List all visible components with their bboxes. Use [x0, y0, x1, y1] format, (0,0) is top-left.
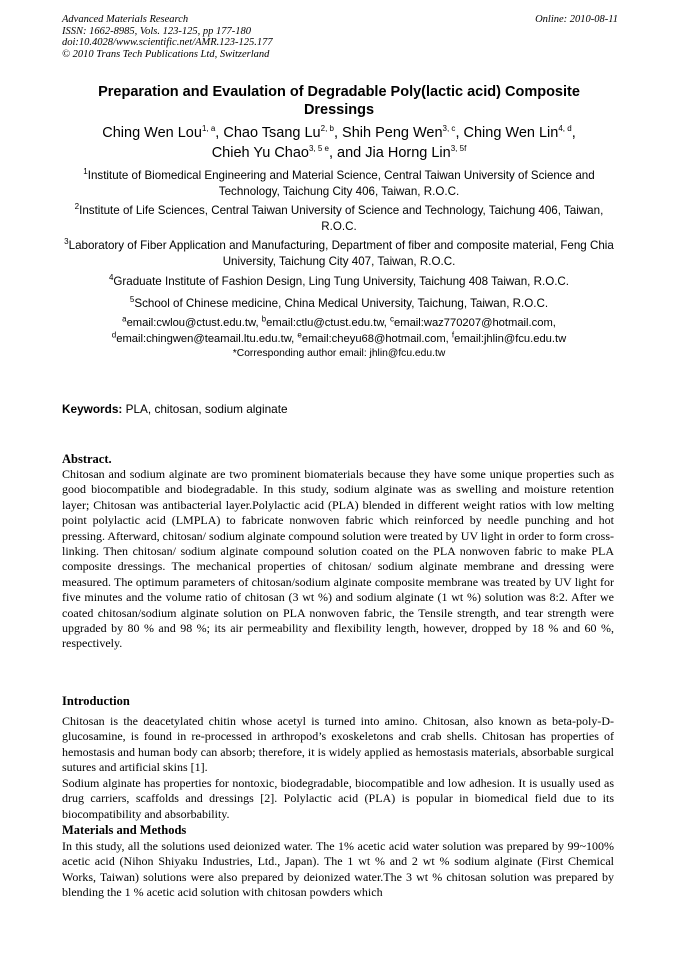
author-affiliation-mark: 3, 5f — [450, 144, 467, 154]
journal-name: Advanced Materials Research — [62, 14, 189, 25]
introduction-paragraph: Chitosan is the deacetylated chitin whose acetyl is turned into amino. Chitosan, also known as beta-poly-D-glucosamine, is found in re-processed in arthropod’s exoskeletons and crab shells. Chitosan has properties of hemostasis and human body can absorb; therefore, it is widely applied as hemostasis materials, absorbable surgical sutures and artificial skins [1]. — [62, 714, 614, 775]
introduction-paragraph: Sodium alginate has properties for nontoxic, biodegradable, biocompatible and low adhesion. It is usually used as drug carriers, scaffolds and dressings [2]. Polylactic acid (PLA) is popular in biomedical field due to its biocompatibility and absorbability. — [62, 776, 614, 821]
author-name: Ching Wen Lin — [463, 125, 559, 141]
keywords-text: PLA, chitosan, sodium alginate — [122, 402, 288, 416]
author-affiliation-mark: 3, c — [442, 124, 456, 134]
author-name: Ching Wen Lou — [102, 125, 202, 141]
author-name: Shih Peng Wen — [342, 125, 443, 141]
affiliation: $^4$Graduate Institute of Fashion Design, Ling Tung University, Taichung 408 Taiwan, R.O.C. — [108, 273, 570, 288]
journal-doi: doi:10.4028/www.scientific.net/AMR.123-125.177 — [62, 37, 273, 48]
affiliation: $^1$Institute of Biomedical Engineering and Material Science, Central Taiwan University of Science and Technology, Taichung City 406, Taiwan, R.O.C. — [83, 167, 595, 198]
online-date: Online: 2010-08-11 — [535, 14, 618, 25]
affiliation: $^3$Laboratory of Fiber Application and Manufacturing, Department of fiber and composite material, Feng Chia University, Taichung City 407, Taiwan, R.O.C. — [64, 237, 614, 268]
methods-paragraph: In this study, all the solutions used deionized water. The 1% acetic acid water solution was prepared by 99~100% acetic acid (Nihon Shiyaku Industries, Ltd., Japan). The 1 wt % and 2 wt % sodium alginate (First Chemical Works, Taiwan) solutions were also prepared by deionized water.The 3 wt % chitosan solution was prepared by blending the 1 % acetic acid solution with chitosan powders which — [62, 839, 614, 900]
abstract-text: Chitosan and sodium alginate are two prominent biomaterials because they have some unique properties such as good biocompatible and biodegradable. In this study, sodium alginate was as swelling and moisture retention layer; Chitosan was antibacterial layer.Polylactic acid (PLA) blended in different weight ratios with low melting point polylactic acid (LMPLA) to fabricate nonwoven fabric which reinforced by needle punching and hot pressing. Afterward, chitosan/ sodium alginate compound solution were treated by UV light in order to form cross-linking. Then chitosan/ sodium alginate compound solution coated on the PLA nonwoven fabric to make PLA composite dressings. The mechanical properties of chitosan/ sodium alginate membrane and dressing were measured. The optimum parameters of chitosan/sodium alginate composite membrane was treated by UV light for five minutes and the volume ratio of chitosan (3 wt %) and sodium alginate (1 wt %) solution was 8:2. After we coated chitosan/sodium alginate solution on PLA nonwoven fabric, the Tensile strength, and tear strength were upgraded by 80 % and 98 %; its air permeability and flexibility length, however, dropped by 18 % and 60 %, respectively. — [62, 467, 614, 651]
author-name: Chieh Yu Chao — [211, 145, 309, 161]
introduction-heading: Introduction — [62, 694, 130, 708]
paper-title: Preparation and Evaulation of Degradable Poly(lactic acid) Composite Dressings — [98, 84, 580, 118]
author-list: Ching Wen Lou$^{1, a}$, Chao Tsang Lu$^{2, b}$, Shih Peng Wen$^{3, c}$, Ching Wen Lin$^{4, d}$, Chieh Yu Chao$^{3, 5 e}$, and Jia Horng Lin$^{3, 5f}$ — [102, 124, 576, 161]
journal-issn: ISSN: 1662-8985, Vols. 123-125, pp 177-180 — [62, 25, 251, 37]
author-affiliation-mark: 4, d — [558, 124, 572, 134]
author-affiliation-mark: 1, a — [201, 124, 216, 134]
journal-header — [62, 14, 618, 60]
author-affiliation-mark: 3, 5 e — [308, 144, 329, 154]
email-link[interactable]: email:ctlu@ctust.edu.tw, — [266, 317, 387, 329]
affiliation: $^2$Institute of Life Sciences, Central Taiwan University of Science and Technology, Taichung 406, Taiwan, R.O.C. — [74, 202, 604, 233]
author-emails: $^a$email:cwlou@ctust.edu.tw, $^b$email:ctlu@ctust.edu.tw, $^c$email:waz770207@hotmail.com, $^d$email:chingwen@teamail.ltu.edu.tw, $^e$email:cheyu68@hotmail.com, $^f$email:jhlin@fcu.edu.tw — [111, 314, 567, 345]
email-link[interactable]: email:waz770207@hotmail.com, — [394, 317, 556, 329]
abstract-heading: Abstract. — [62, 452, 112, 466]
methods-heading: Materials and Methods — [62, 823, 187, 837]
author-name: Jia Horng Lin — [365, 145, 451, 161]
email-link[interactable]: email:cwlou@ctust.edu.tw, — [126, 317, 259, 329]
email-link[interactable]: email:jhlin@fcu.edu.tw — [454, 332, 567, 345]
journal-copyright: © 2010 Trans Tech Publications Ltd, Switzerland — [62, 48, 270, 60]
email-link[interactable]: email:cheyu68@hotmail.com, — [301, 332, 449, 345]
author-affiliation-mark: 2, b — [320, 124, 334, 134]
email-link[interactable]: email:chingwen@teamail.ltu.edu.tw, — [116, 332, 295, 345]
author-name: Chao Tsang Lu — [223, 125, 321, 141]
keywords-label: Keywords: — [62, 402, 123, 416]
corresponding-author: *Corresponding author email: jhlin@fcu.edu.tw — [232, 348, 446, 359]
keywords — [62, 402, 618, 416]
affiliation: $^5$School of Chinese medicine, China Medical University, Taichung, Taiwan, R.O.C. — [129, 295, 549, 310]
